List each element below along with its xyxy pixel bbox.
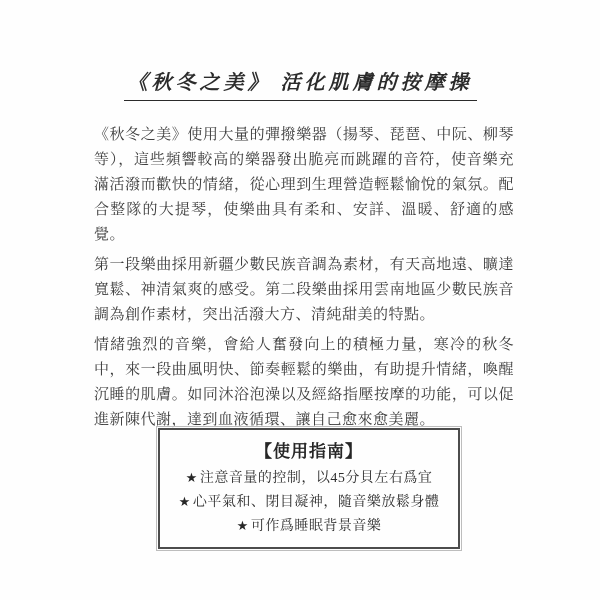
paragraph-2: 第一段樂曲採用新疆少數民族音調為素材，有天高地遠、曠達寬鬆、神清氣爽的感受。第二段樂曲採用雲南地區少數民族音調為創作素材，突出活潑大方、清純甜美的特點。 <box>94 256 514 323</box>
star-icon: ★ <box>185 470 198 485</box>
paragraph-3: 情緒強烈的音樂，會給人奮發向上的積極力量，寒冷的秋冬中，來一段曲風明快、節奏輕鬆的樂曲，有助提升情緒，喚醒沉睡的肌膚。如同沐浴泡澡以及經絡指壓按摩的功能，可以促進新陳代謝，達到血液循環、讓自己愈來愈美麗。 <box>94 336 514 428</box>
usage-guide-title: 【使用指南】 <box>255 442 363 461</box>
title-area <box>0 0 600 101</box>
guide-item-relax <box>166 490 452 514</box>
star-icon: ★ <box>236 518 249 533</box>
guide-item-sleep <box>166 514 452 538</box>
paragraph-1: 《秋冬之美》使用大量的彈撥樂器（揚琴、琵琶、中阮、柳琴等），這些頻響較高的樂器發出脆亮而跳躍的音符，使音樂充滿活潑而歡快的情緒，從心理到生理營造輕鬆愉悅的氣氛。配合整隊的大提琴，使樂曲具有柔和、安詳、溫暖、舒適的感覺。 <box>94 126 514 243</box>
guide-item-text: 心平氣和、閉目凝神，隨音樂放鬆身體 <box>192 495 440 510</box>
usage-guide-box <box>158 428 460 549</box>
guide-item-text: 可作爲睡眠背景音樂 <box>250 519 382 534</box>
body-text <box>94 122 514 437</box>
guide-item-volume <box>166 466 452 490</box>
page-title: 《秋冬之美》 活化肌膚的按摩操 <box>124 66 477 101</box>
star-icon: ★ <box>178 494 191 509</box>
guide-item-text: 注意音量的控制，以45分貝左右爲宜 <box>199 471 433 486</box>
